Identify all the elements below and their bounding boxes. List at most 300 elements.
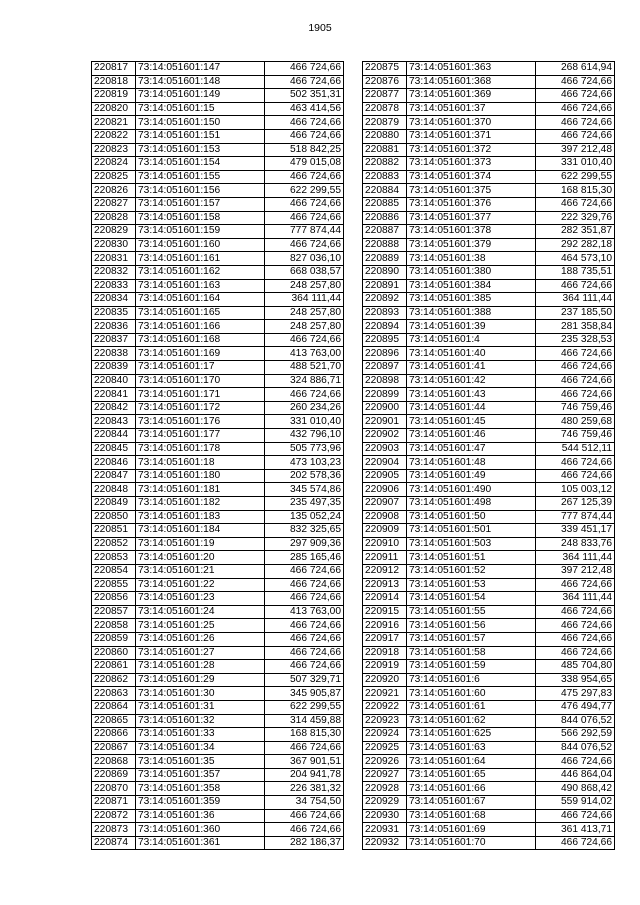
cadastral-number-cell: 73:14:051601:156 (136, 184, 265, 198)
cadastral-value-cell: 746 759,46 (536, 401, 615, 415)
cadastral-value-cell: 466 724,66 (265, 578, 344, 592)
record-number-cell: 220827 (92, 197, 136, 211)
cadastral-number-cell: 73:14:051601:385 (407, 293, 536, 307)
cadastral-number-cell: 73:14:051601:165 (136, 306, 265, 320)
table-row (363, 75, 615, 89)
table-row (92, 252, 344, 266)
record-number-cell: 220900 (363, 401, 407, 415)
record-number-cell: 220855 (92, 578, 136, 592)
cadastral-number-cell: 73:14:051601:184 (136, 524, 265, 538)
cadastral-number-cell: 73:14:051601:36 (136, 809, 265, 823)
record-number-cell: 220874 (92, 836, 136, 850)
cadastral-number-cell: 73:14:051601:361 (136, 836, 265, 850)
table-row (363, 265, 615, 279)
cadastral-number-cell: 73:14:051601:67 (407, 796, 536, 810)
table-row (363, 157, 615, 171)
cadastral-value-cell: 844 076,52 (536, 714, 615, 728)
cadastral-number-cell: 73:14:051601:56 (407, 619, 536, 633)
record-number-cell: 220861 (92, 660, 136, 674)
cadastral-number-cell: 73:14:051601:153 (136, 143, 265, 157)
record-number-cell: 220859 (92, 632, 136, 646)
cadastral-value-cell: 777 874,44 (536, 510, 615, 524)
cadastral-value-cell: 105 003,12 (536, 483, 615, 497)
table-row (92, 320, 344, 334)
cadastral-value-cell: 168 815,30 (536, 184, 615, 198)
page-number: 1905 (308, 22, 332, 34)
cadastral-number-cell: 73:14:051601:379 (407, 238, 536, 252)
cadastral-number-cell: 73:14:051601:28 (136, 660, 265, 674)
cadastral-value-cell: 466 724,66 (265, 564, 344, 578)
cadastral-number-cell: 73:14:051601:4 (407, 333, 536, 347)
cadastral-number-cell: 73:14:051601:373 (407, 157, 536, 171)
cadastral-number-cell: 73:14:051601:164 (136, 293, 265, 307)
cadastral-number-cell: 73:14:051601:57 (407, 632, 536, 646)
cadastral-value-cell: 544 512,11 (536, 442, 615, 456)
record-number-cell: 220914 (363, 592, 407, 606)
left-register-table (91, 61, 344, 850)
record-number-cell: 220846 (92, 456, 136, 470)
table-row (363, 578, 615, 592)
record-number-cell: 220848 (92, 483, 136, 497)
table-row (92, 632, 344, 646)
cadastral-value-cell: 466 724,66 (265, 197, 344, 211)
table-row (92, 646, 344, 660)
table-row (363, 456, 615, 470)
record-number-cell: 220887 (363, 225, 407, 239)
cadastral-number-cell: 73:14:051601:155 (136, 170, 265, 184)
cadastral-value-cell: 226 381,32 (265, 782, 344, 796)
table-row (363, 102, 615, 116)
record-number-cell: 220860 (92, 646, 136, 660)
cadastral-number-cell: 73:14:051601:41 (407, 361, 536, 375)
record-number-cell: 220927 (363, 768, 407, 782)
cadastral-number-cell: 73:14:051601:62 (407, 714, 536, 728)
cadastral-value-cell: 364 111,44 (536, 551, 615, 565)
cadastral-value-cell: 466 724,66 (536, 578, 615, 592)
record-number-cell: 220832 (92, 265, 136, 279)
record-number-cell: 220834 (92, 293, 136, 307)
table-row (92, 429, 344, 443)
record-number-cell: 220921 (363, 687, 407, 701)
table-row (92, 796, 344, 810)
record-number-cell: 220873 (92, 823, 136, 837)
cadastral-number-cell: 73:14:051601:359 (136, 796, 265, 810)
cadastral-number-cell: 73:14:051601:49 (407, 469, 536, 483)
table-row (363, 632, 615, 646)
record-number-cell: 220875 (363, 62, 407, 76)
record-number-cell: 220884 (363, 184, 407, 198)
table-row (363, 510, 615, 524)
cadastral-value-cell: 466 724,66 (536, 374, 615, 388)
cadastral-number-cell: 73:14:051601:42 (407, 374, 536, 388)
record-number-cell: 220865 (92, 714, 136, 728)
cadastral-value-cell: 466 724,66 (265, 75, 344, 89)
table-row (92, 687, 344, 701)
cadastral-number-cell: 73:14:051601:154 (136, 157, 265, 171)
cadastral-number-cell: 73:14:051601:46 (407, 429, 536, 443)
cadastral-number-cell: 73:14:051601:370 (407, 116, 536, 130)
cadastral-number-cell: 73:14:051601:19 (136, 537, 265, 551)
table-row (363, 741, 615, 755)
table-row (363, 401, 615, 415)
cadastral-number-cell: 73:14:051601:363 (407, 62, 536, 76)
record-number-cell: 220932 (363, 836, 407, 850)
record-number-cell: 220830 (92, 238, 136, 252)
record-number-cell: 220890 (363, 265, 407, 279)
record-number-cell: 220821 (92, 116, 136, 130)
record-number-cell: 220829 (92, 225, 136, 239)
table-row (92, 225, 344, 239)
cadastral-value-cell: 268 614,94 (536, 62, 615, 76)
record-number-cell: 220891 (363, 279, 407, 293)
record-number-cell: 220904 (363, 456, 407, 470)
record-number-cell: 220839 (92, 361, 136, 375)
cadastral-value-cell: 476 494,77 (536, 700, 615, 714)
cadastral-value-cell: 202 578,36 (265, 469, 344, 483)
cadastral-number-cell: 73:14:051601:168 (136, 333, 265, 347)
record-number-cell: 220842 (92, 401, 136, 415)
table-row (363, 279, 615, 293)
cadastral-number-cell: 73:14:051601:501 (407, 524, 536, 538)
cadastral-value-cell: 235 497,35 (265, 497, 344, 511)
table-row (92, 809, 344, 823)
cadastral-value-cell: 507 329,71 (265, 673, 344, 687)
record-number-cell: 220862 (92, 673, 136, 687)
cadastral-number-cell: 73:14:051601:18 (136, 456, 265, 470)
cadastral-number-cell: 73:14:051601:358 (136, 782, 265, 796)
cadastral-number-cell: 73:14:051601:20 (136, 551, 265, 565)
record-number-cell: 220898 (363, 374, 407, 388)
table-row (92, 116, 344, 130)
cadastral-number-cell: 73:14:051601:54 (407, 592, 536, 606)
record-number-cell: 220850 (92, 510, 136, 524)
cadastral-number-cell: 73:14:051601:357 (136, 768, 265, 782)
table-row (363, 211, 615, 225)
record-number-cell: 220871 (92, 796, 136, 810)
cadastral-value-cell: 466 724,66 (265, 632, 344, 646)
table-row (363, 89, 615, 103)
table-row (92, 415, 344, 429)
cadastral-number-cell: 73:14:051601:150 (136, 116, 265, 130)
record-number-cell: 220869 (92, 768, 136, 782)
record-number-cell: 220903 (363, 442, 407, 456)
record-number-cell: 220836 (92, 320, 136, 334)
record-number-cell: 220908 (363, 510, 407, 524)
record-number-cell: 220880 (363, 129, 407, 143)
cadastral-number-cell: 73:14:051601:45 (407, 415, 536, 429)
cadastral-value-cell: 464 573,10 (536, 252, 615, 266)
record-number-cell: 220920 (363, 673, 407, 687)
cadastral-number-cell: 73:14:051601:374 (407, 170, 536, 184)
cadastral-value-cell: 485 704,80 (536, 660, 615, 674)
cadastral-value-cell: 488 521,70 (265, 361, 344, 375)
cadastral-value-cell: 832 325,65 (265, 524, 344, 538)
cadastral-value-cell: 282 351,87 (536, 225, 615, 239)
record-number-cell: 220823 (92, 143, 136, 157)
table-row (92, 728, 344, 742)
table-row (92, 361, 344, 375)
cadastral-value-cell: 397 212,48 (536, 143, 615, 157)
table-row (363, 836, 615, 850)
table-row (363, 469, 615, 483)
table-row (363, 823, 615, 837)
record-number-cell: 220852 (92, 537, 136, 551)
record-number-cell: 220879 (363, 116, 407, 130)
table-row (363, 768, 615, 782)
record-number-cell: 220828 (92, 211, 136, 225)
cadastral-number-cell: 73:14:051601:503 (407, 537, 536, 551)
table-row (92, 673, 344, 687)
cadastral-value-cell: 466 724,66 (536, 361, 615, 375)
cadastral-value-cell: 345 905,87 (265, 687, 344, 701)
cadastral-value-cell: 466 724,66 (265, 646, 344, 660)
cadastral-number-cell: 73:14:051601:43 (407, 388, 536, 402)
cadastral-number-cell: 73:14:051601:50 (407, 510, 536, 524)
cadastral-value-cell: 267 125,39 (536, 497, 615, 511)
cadastral-number-cell: 73:14:051601:70 (407, 836, 536, 850)
record-number-cell: 220930 (363, 809, 407, 823)
cadastral-value-cell: 237 185,50 (536, 306, 615, 320)
cadastral-value-cell: 559 914,02 (536, 796, 615, 810)
record-number-cell: 220906 (363, 483, 407, 497)
table-row (92, 170, 344, 184)
table-row (363, 673, 615, 687)
cadastral-number-cell: 73:14:051601:171 (136, 388, 265, 402)
cadastral-number-cell: 73:14:051601:160 (136, 238, 265, 252)
record-number-cell: 220818 (92, 75, 136, 89)
cadastral-value-cell: 282 186,37 (265, 836, 344, 850)
record-number-cell: 220868 (92, 755, 136, 769)
record-number-cell: 220831 (92, 252, 136, 266)
cadastral-value-cell: 297 909,36 (265, 537, 344, 551)
table-row (92, 741, 344, 755)
cadastral-value-cell: 827 036,10 (265, 252, 344, 266)
table-row (363, 619, 615, 633)
table-row (92, 456, 344, 470)
record-number-cell: 220915 (363, 605, 407, 619)
table-row (92, 129, 344, 143)
cadastral-number-cell: 73:14:051601:34 (136, 741, 265, 755)
cadastral-number-cell: 73:14:051601:158 (136, 211, 265, 225)
cadastral-value-cell: 777 874,44 (265, 225, 344, 239)
table-row (363, 62, 615, 76)
record-number-cell: 220882 (363, 157, 407, 171)
cadastral-number-cell: 73:14:051601:66 (407, 782, 536, 796)
cadastral-number-cell: 73:14:051601:170 (136, 374, 265, 388)
record-number-cell: 220864 (92, 700, 136, 714)
table-row (92, 75, 344, 89)
table-row (363, 524, 615, 538)
cadastral-value-cell: 235 328,53 (536, 333, 615, 347)
cadastral-number-cell: 73:14:051601:6 (407, 673, 536, 687)
cadastral-value-cell: 413 763,00 (265, 347, 344, 361)
record-number-cell: 220897 (363, 361, 407, 375)
table-row (92, 510, 344, 524)
cadastral-value-cell: 466 724,66 (536, 116, 615, 130)
cadastral-number-cell: 73:14:051601:378 (407, 225, 536, 239)
cadastral-value-cell: 339 451,17 (536, 524, 615, 538)
cadastral-value-cell: 188 735,51 (536, 265, 615, 279)
cadastral-value-cell: 466 724,66 (536, 388, 615, 402)
cadastral-value-cell: 466 724,66 (265, 619, 344, 633)
cadastral-value-cell: 668 038,57 (265, 265, 344, 279)
cadastral-value-cell: 285 165,46 (265, 551, 344, 565)
table-row (363, 306, 615, 320)
table-row (92, 592, 344, 606)
cadastral-value-cell: 466 724,66 (265, 211, 344, 225)
cadastral-number-cell: 73:14:051601:625 (407, 728, 536, 742)
cadastral-number-cell: 73:14:051601:180 (136, 469, 265, 483)
cadastral-number-cell: 73:14:051601:159 (136, 225, 265, 239)
cadastral-value-cell: 466 724,66 (265, 660, 344, 674)
table-row (363, 347, 615, 361)
cadastral-number-cell: 73:14:051601:59 (407, 660, 536, 674)
cadastral-number-cell: 73:14:051601:38 (407, 252, 536, 266)
cadastral-number-cell: 73:14:051601:48 (407, 456, 536, 470)
cadastral-value-cell: 844 076,52 (536, 741, 615, 755)
record-number-cell: 220928 (363, 782, 407, 796)
record-number-cell: 220901 (363, 415, 407, 429)
cadastral-value-cell: 466 724,66 (536, 836, 615, 850)
table-row (363, 197, 615, 211)
table-row (363, 252, 615, 266)
cadastral-value-cell: 338 954,65 (536, 673, 615, 687)
record-number-cell: 220917 (363, 632, 407, 646)
table-row (363, 333, 615, 347)
table-row (363, 728, 615, 742)
cadastral-number-cell: 73:14:051601:15 (136, 102, 265, 116)
cadastral-value-cell: 490 868,42 (536, 782, 615, 796)
cadastral-number-cell: 73:14:051601:26 (136, 632, 265, 646)
table-row (92, 660, 344, 674)
record-number-cell: 220817 (92, 62, 136, 76)
record-number-cell: 220841 (92, 388, 136, 402)
record-number-cell: 220922 (363, 700, 407, 714)
record-number-cell: 220835 (92, 306, 136, 320)
cadastral-value-cell: 248 833,76 (536, 537, 615, 551)
cadastral-value-cell: 248 257,80 (265, 279, 344, 293)
cadastral-number-cell: 73:14:051601:44 (407, 401, 536, 415)
cadastral-value-cell: 367 901,51 (265, 755, 344, 769)
table-row (363, 592, 615, 606)
cadastral-number-cell: 73:14:051601:377 (407, 211, 536, 225)
record-number-cell: 220854 (92, 564, 136, 578)
cadastral-value-cell: 466 724,66 (265, 823, 344, 837)
cadastral-value-cell: 364 111,44 (265, 293, 344, 307)
table-row (92, 293, 344, 307)
record-number-cell: 220926 (363, 755, 407, 769)
cadastral-number-cell: 73:14:051601:68 (407, 809, 536, 823)
table-row (363, 782, 615, 796)
cadastral-value-cell: 364 111,44 (536, 592, 615, 606)
table-row (92, 184, 344, 198)
cadastral-number-cell: 73:14:051601:181 (136, 483, 265, 497)
table-row (363, 442, 615, 456)
table-row (363, 646, 615, 660)
cadastral-value-cell: 331 010,40 (536, 157, 615, 171)
record-number-cell: 220833 (92, 279, 136, 293)
cadastral-value-cell: 518 842,25 (265, 143, 344, 157)
record-number-cell: 220913 (363, 578, 407, 592)
record-number-cell: 220872 (92, 809, 136, 823)
cadastral-value-cell: 432 796,10 (265, 429, 344, 443)
table-row (92, 524, 344, 538)
cadastral-number-cell: 73:14:051601:163 (136, 279, 265, 293)
cadastral-number-cell: 73:14:051601:21 (136, 564, 265, 578)
table-row (92, 578, 344, 592)
table-row (92, 388, 344, 402)
table-row (363, 415, 615, 429)
cadastral-value-cell: 135 052,24 (265, 510, 344, 524)
table-row (92, 279, 344, 293)
table-row (363, 483, 615, 497)
cadastral-value-cell: 314 459,88 (265, 714, 344, 728)
cadastral-value-cell: 397 212,48 (536, 564, 615, 578)
cadastral-number-cell: 73:14:051601:372 (407, 143, 536, 157)
cadastral-number-cell: 73:14:051601:172 (136, 401, 265, 415)
cadastral-value-cell: 466 724,66 (536, 197, 615, 211)
table-row (92, 333, 344, 347)
cadastral-number-cell: 73:14:051601:40 (407, 347, 536, 361)
cadastral-number-cell: 73:14:051601:22 (136, 578, 265, 592)
cadastral-number-cell: 73:14:051601:35 (136, 755, 265, 769)
table-row (363, 809, 615, 823)
cadastral-value-cell: 505 773,96 (265, 442, 344, 456)
record-number-cell: 220899 (363, 388, 407, 402)
cadastral-number-cell: 73:14:051601:51 (407, 551, 536, 565)
record-number-cell: 220907 (363, 497, 407, 511)
record-number-cell: 220820 (92, 102, 136, 116)
cadastral-value-cell: 466 724,66 (536, 619, 615, 633)
table-row (363, 129, 615, 143)
record-number-cell: 220845 (92, 442, 136, 456)
table-row (92, 401, 344, 415)
table-row (363, 293, 615, 307)
table-row (92, 497, 344, 511)
cadastral-value-cell: 466 724,66 (536, 646, 615, 660)
cadastral-number-cell: 73:14:051601:375 (407, 184, 536, 198)
record-number-cell: 220909 (363, 524, 407, 538)
table-row (363, 429, 615, 443)
cadastral-number-cell: 73:14:051601:176 (136, 415, 265, 429)
cadastral-value-cell: 466 724,66 (536, 456, 615, 470)
cadastral-number-cell: 73:14:051601:157 (136, 197, 265, 211)
record-number-cell: 220824 (92, 157, 136, 171)
record-number-cell: 220881 (363, 143, 407, 157)
cadastral-number-cell: 73:14:051601:183 (136, 510, 265, 524)
table-row (363, 714, 615, 728)
cadastral-number-cell: 73:14:051601:32 (136, 714, 265, 728)
record-number-cell: 220912 (363, 564, 407, 578)
record-number-cell: 220866 (92, 728, 136, 742)
table-row (92, 102, 344, 116)
table-row (92, 619, 344, 633)
cadastral-number-cell: 73:14:051601:380 (407, 265, 536, 279)
cadastral-number-cell: 73:14:051601:58 (407, 646, 536, 660)
cadastral-value-cell: 466 724,66 (265, 116, 344, 130)
cadastral-number-cell: 73:14:051601:368 (407, 75, 536, 89)
cadastral-value-cell: 466 724,66 (265, 238, 344, 252)
cadastral-number-cell: 73:14:051601:178 (136, 442, 265, 456)
table-row (363, 238, 615, 252)
table-row (363, 143, 615, 157)
cadastral-number-cell: 73:14:051601:64 (407, 755, 536, 769)
cadastral-value-cell: 361 413,71 (536, 823, 615, 837)
cadastral-number-cell: 73:14:051601:161 (136, 252, 265, 266)
cadastral-value-cell: 622 299,55 (265, 184, 344, 198)
table-row (92, 782, 344, 796)
record-number-cell: 220863 (92, 687, 136, 701)
